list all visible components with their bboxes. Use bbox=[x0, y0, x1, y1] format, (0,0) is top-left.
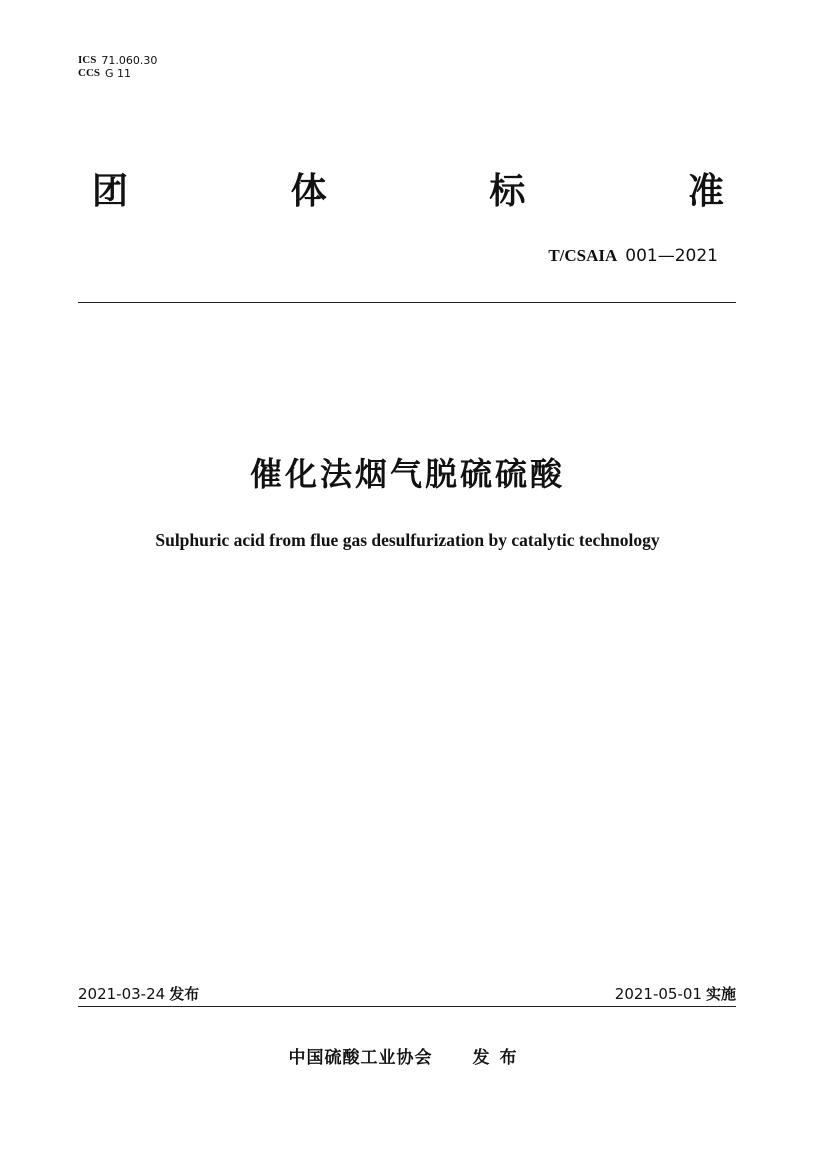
bottom-divider bbox=[78, 1006, 736, 1007]
ics-row bbox=[78, 54, 157, 67]
standard-code-number: 001—2021 bbox=[625, 246, 718, 266]
ccs-label: CCS bbox=[78, 67, 101, 79]
standard-type-char: 标 bbox=[489, 171, 526, 212]
implementation-date: 2021-05-01 bbox=[614, 985, 702, 1003]
standard-type-heading bbox=[92, 168, 724, 216]
document-title-en: Sulphuric acid from flue gas desulfurization by catalytic technology bbox=[155, 530, 660, 550]
ics-label: ICS bbox=[78, 54, 97, 66]
publisher-verb: 发布 bbox=[472, 1048, 527, 1068]
implementation-date-line bbox=[615, 984, 736, 1004]
standard-code-prefix: T/CSAIA bbox=[548, 246, 618, 265]
implementation-label: 实施 bbox=[705, 985, 736, 1003]
standard-type-char: 体 bbox=[290, 171, 327, 212]
standard-code bbox=[548, 245, 718, 267]
standard-type-char: 团 bbox=[92, 171, 129, 212]
issue-label: 发布 bbox=[169, 985, 200, 1003]
publisher-name: 中国硫酸工业协会 bbox=[288, 1048, 433, 1068]
issue-date-line bbox=[78, 984, 199, 1004]
standard-type-char: 准 bbox=[687, 171, 724, 212]
document-title-zh: 催化法烟气脱硫硫酸 bbox=[249, 455, 565, 493]
ccs-value: G 11 bbox=[105, 67, 132, 80]
classification-codes bbox=[78, 54, 157, 80]
issue-date: 2021-03-24 bbox=[78, 985, 166, 1003]
publisher-line bbox=[0, 1046, 815, 1070]
ccs-row bbox=[78, 67, 157, 80]
top-divider bbox=[78, 302, 736, 303]
ics-value: 71.060.30 bbox=[101, 54, 158, 67]
